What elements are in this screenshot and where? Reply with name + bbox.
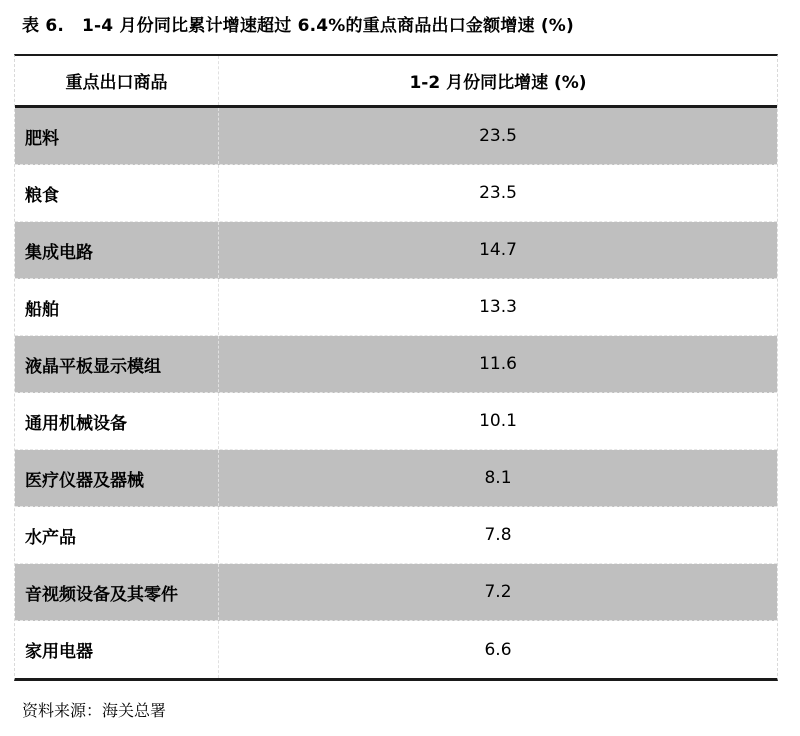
commodity-cell: 船舶 [15, 279, 219, 335]
header-commodity: 重点出口商品 [15, 56, 219, 105]
table-row [15, 621, 777, 678]
table-row [15, 393, 777, 450]
commodity-cell: 家用电器 [15, 621, 219, 678]
commodity-cell: 通用机械设备 [15, 393, 219, 449]
table-row [15, 336, 777, 393]
value-cell: 11.6 [479, 354, 517, 374]
table-title [22, 11, 574, 36]
value-cell: 14.7 [479, 240, 517, 260]
table-header-row [15, 56, 777, 108]
header-growth: 1-2 月份同比增速 (%) [409, 73, 587, 93]
value-cell: 10.1 [479, 411, 517, 431]
table-row [15, 564, 777, 621]
commodity-cell: 集成电路 [15, 222, 219, 278]
value-cell: 8.1 [484, 468, 512, 488]
commodity-cell: 肥料 [15, 108, 219, 164]
table-number: 表 6. [22, 16, 65, 36]
source-note: 资料来源：海关总署 [22, 701, 167, 720]
value-cell: 7.2 [484, 582, 512, 602]
table-row [15, 450, 777, 507]
commodity-cell: 音视频设备及其零件 [15, 564, 219, 620]
table-row [15, 108, 777, 165]
data-table [14, 54, 778, 681]
commodity-cell: 水产品 [15, 507, 219, 563]
commodity-cell: 粮食 [15, 165, 219, 221]
value-cell: 23.5 [479, 183, 517, 203]
commodity-cell: 医疗仪器及器械 [15, 450, 219, 506]
value-cell: 23.5 [479, 126, 517, 146]
value-cell: 7.8 [484, 525, 512, 545]
table-row [15, 507, 777, 564]
table-row [15, 279, 777, 336]
commodity-cell: 液晶平板显示模组 [15, 336, 219, 392]
value-cell: 13.3 [479, 297, 517, 317]
table-row [15, 165, 777, 222]
table-row [15, 222, 777, 279]
table-caption: 1-4 月份同比累计增速超过 6.4%的重点商品出口金额增速 (%) [82, 16, 575, 36]
value-cell: 6.6 [484, 639, 512, 660]
